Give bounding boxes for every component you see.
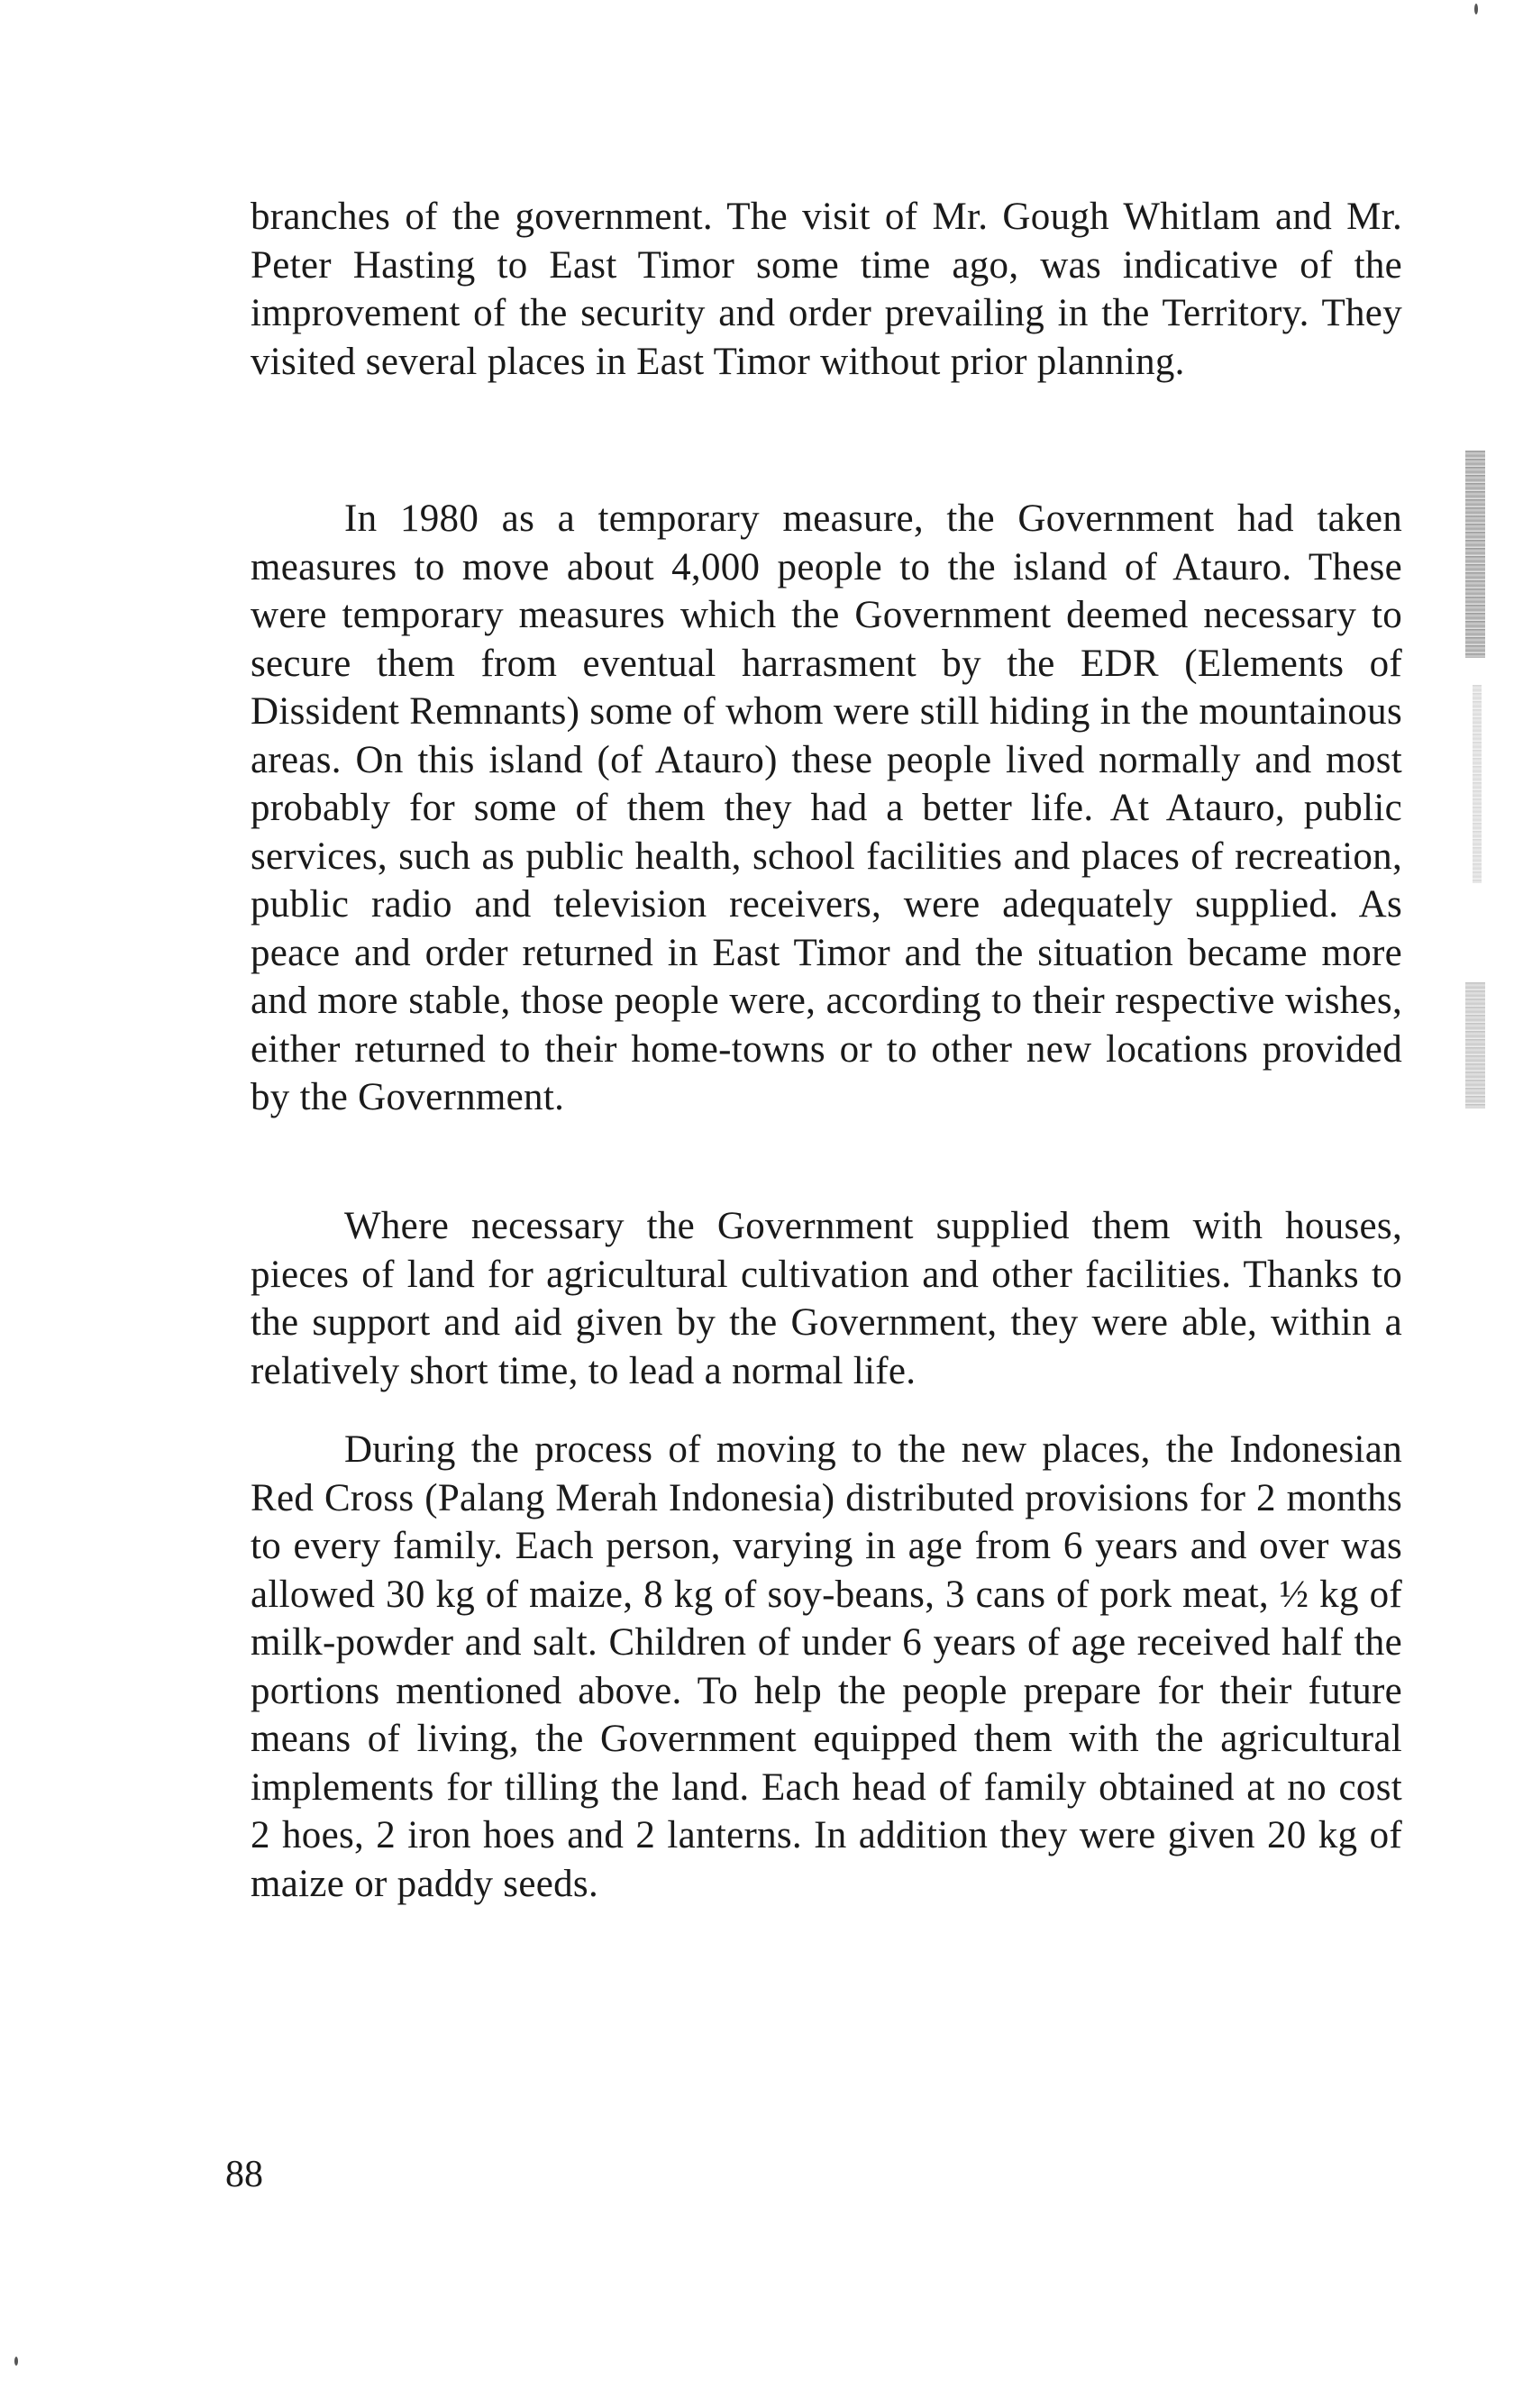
paragraph-1: branches of the government. The visit of Mr. Gough Whitlam and Mr. Peter Hasting to East Timor some time ago, was indicative of the improvement of the security and order prevailing in the Territory. They visited several places in East Timor without prior planning. — [251, 196, 1402, 383]
scan-edge-artifact — [1465, 451, 1485, 658]
paragraph-3: Where necessary the Government supplied them with houses, pieces of land for agricultural cultivation and other facilities. Thanks to the support and aid given by the Government, they were able, within a relatively short time, to lead a normal life. — [251, 1205, 1402, 1392]
paragraph-2: In 1980 as a temporary measure, the Government had taken measures to move about 4,000 people to the island of Atauro. These were temporary measures which the Government deemed necessary to secure them from eventual harrasment by the EDR (Elements of Dissident Remnants) some of whom were still hiding in the mountainous areas. On this island (of Atauro) these people lived normally and most probably for some of them they had a better life. At Atauro, public services, such as public health, school facilities and places of recreation, public radio and television receivers, were adequately supplied. As peace and order returned in East Timor and the situation became more and more stable, those people were, according to their respective wishes, either returned to their home-towns or to other new locations provided by the Government. — [251, 497, 1402, 1118]
scan-edge-artifact — [1473, 685, 1482, 883]
scan-edge-artifact — [1465, 982, 1485, 1108]
scan-speck — [14, 2357, 18, 2366]
paragraph-4: During the process of moving to the new places, the Indonesian Red Cross (Palang Merah Indonesia) distributed provisions for 2 months to every family. Each person, varying in age from 6 years and over was allowed 30 kg of maize, 8 kg of soy-beans, 3 cans of pork meat, ½ kg of milk-powder and salt. Children of under 6 years of age received half the portions mentioned above. To help the people prepare for their future means of living, the Government equipped them with the agricultural implements for tilling the land. Each head of family obtained at no cost 2 hoes, 2 iron hoes and 2 lanterns. In addition they were given 20 kg of maize or paddy seeds. — [251, 1428, 1402, 1905]
page-number: 88 — [225, 2154, 263, 2195]
scan-speck — [1474, 4, 1478, 14]
